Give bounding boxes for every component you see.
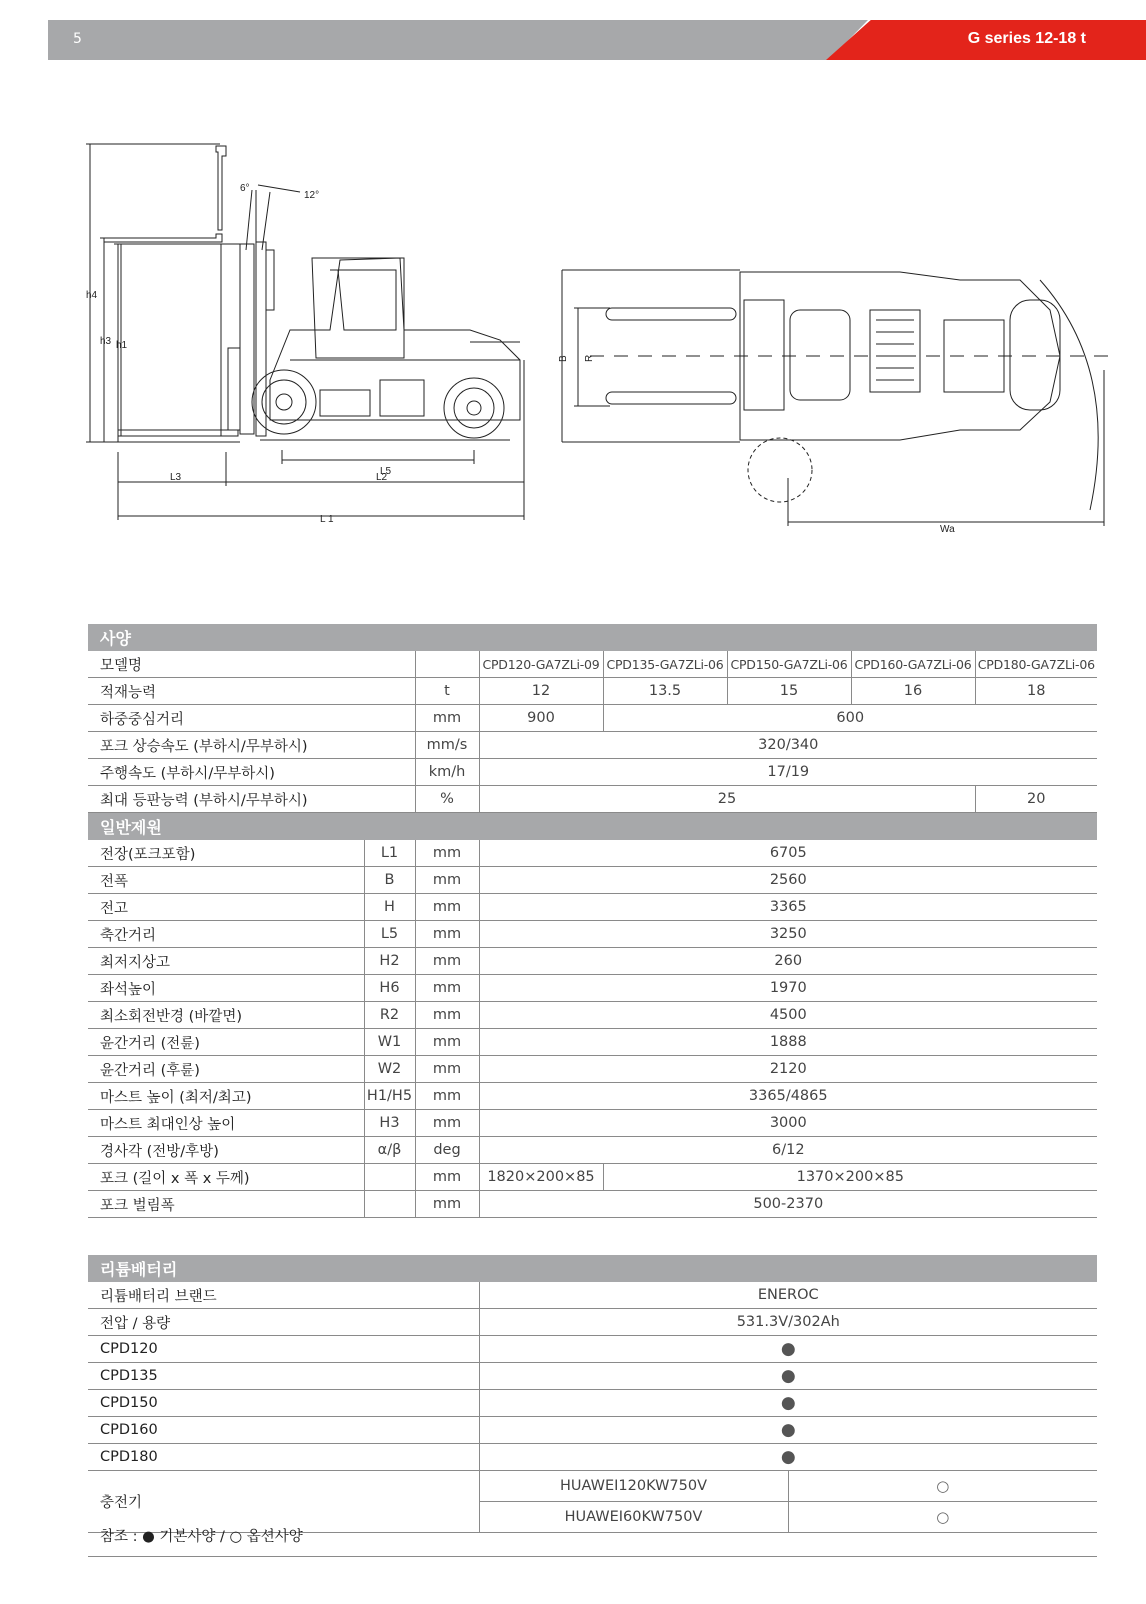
value-cell: 500-2370 <box>479 1191 1097 1218</box>
row-label: 리튬배터리 브랜드 <box>88 1282 479 1309</box>
table-row <box>88 651 1097 678</box>
unit-cell <box>415 651 479 678</box>
table-row <box>88 786 1097 813</box>
table-row <box>88 1191 1097 1218</box>
code-cell: H1/H5 <box>364 1083 415 1110</box>
unit-cell: mm <box>415 1056 479 1083</box>
value-cell: 20 <box>975 786 1097 813</box>
table-row <box>88 1083 1097 1110</box>
unit-cell: mm <box>415 894 479 921</box>
table-row <box>88 1002 1097 1029</box>
section-spec <box>88 624 1097 651</box>
value-cell: 320/340 <box>479 732 1097 759</box>
section-battery <box>88 1255 1097 1282</box>
value-cell: 1970 <box>479 975 1097 1002</box>
unit-cell: mm <box>415 705 479 732</box>
table-row <box>88 759 1097 786</box>
value-cell: 3365/4865 <box>479 1083 1097 1110</box>
row-label: 포크 벌림폭 <box>88 1191 364 1218</box>
legend-note: 참조 : ● 기본사양 / ○ 옵션사양 <box>100 1529 303 1545</box>
standard-mark: ● <box>479 1390 1097 1417</box>
header-grey-band <box>48 20 828 60</box>
row-label: 포크 (길이 x 폭 x 두께) <box>88 1164 364 1191</box>
value-cell: 6705 <box>479 840 1097 867</box>
unit-cell: mm <box>415 1002 479 1029</box>
code-cell: L1 <box>364 840 415 867</box>
table-row <box>88 1029 1097 1056</box>
table-row <box>88 705 1097 732</box>
section-title: 사양 <box>88 624 1097 651</box>
value-cell: 3365 <box>479 894 1097 921</box>
row-label: 축간거리 <box>88 921 364 948</box>
value-cell: 1370×200×85 <box>603 1164 1097 1191</box>
table-row <box>88 1417 1097 1444</box>
row-label: CPD135 <box>88 1363 479 1390</box>
row-label: 전장(포크포함) <box>88 840 364 867</box>
value-cell: 900 <box>479 705 603 732</box>
value-cell: 18 <box>975 678 1097 705</box>
row-label: 포크 상승속도 (부하시/무부하시) <box>88 732 415 759</box>
table-row <box>88 840 1097 867</box>
row-label: 최대 등판능력 (부하시/무부하시) <box>88 786 415 813</box>
standard-mark: ● <box>479 1363 1097 1390</box>
table-row <box>88 1390 1097 1417</box>
value-cell: 12 <box>479 678 603 705</box>
charger-name: HUAWEI120KW750V <box>479 1471 788 1502</box>
row-label: 충전기 <box>88 1471 479 1533</box>
value-cell: 1888 <box>479 1029 1097 1056</box>
value-cell: 25 <box>479 786 975 813</box>
table-row <box>88 1444 1097 1471</box>
table-row <box>88 1282 1097 1309</box>
forklift-dimension-drawing <box>0 130 1146 540</box>
row-label: CPD160 <box>88 1417 479 1444</box>
code-cell: H6 <box>364 975 415 1002</box>
row-label: 주행속도 (부하시/무부하시) <box>88 759 415 786</box>
value-cell: 531.3V/302Ah <box>479 1309 1097 1336</box>
label-l1: L 1 <box>320 514 334 525</box>
unit-cell: mm <box>415 840 479 867</box>
row-label: CPD150 <box>88 1390 479 1417</box>
label-b: B <box>558 355 569 362</box>
table-row <box>88 1363 1097 1390</box>
unit-cell: mm <box>415 867 479 894</box>
value-cell: 600 <box>603 705 1097 732</box>
row-label: 하중중심거리 <box>88 705 415 732</box>
row-label: 최소회전반경 (바깥면) <box>88 1002 364 1029</box>
label-wa: Wa <box>940 524 955 535</box>
value-cell: 1820×200×85 <box>479 1164 603 1191</box>
row-label: 전폭 <box>88 867 364 894</box>
label-l3: L3 <box>170 472 182 483</box>
code-cell: H3 <box>364 1110 415 1137</box>
label-l5: L5 <box>380 466 392 477</box>
row-label: 최저지상고 <box>88 948 364 975</box>
row-label: 좌석높이 <box>88 975 364 1002</box>
table-row <box>88 1309 1097 1336</box>
table-row <box>88 921 1097 948</box>
label-h1: h1 <box>116 340 128 351</box>
model-cell: CPD150-GA7ZLi-06 <box>727 651 851 678</box>
unit-cell: t <box>415 678 479 705</box>
row-label: 모델명 <box>88 651 415 678</box>
standard-mark: ● <box>479 1417 1097 1444</box>
unit-cell: deg <box>415 1137 479 1164</box>
code-cell <box>364 1191 415 1218</box>
value-cell: 4500 <box>479 1002 1097 1029</box>
label-r: R <box>584 354 595 362</box>
standard-mark: ● <box>479 1444 1097 1471</box>
code-cell: W1 <box>364 1029 415 1056</box>
table-row <box>88 732 1097 759</box>
label-h3: h3 <box>100 336 112 347</box>
spec-table <box>88 624 1097 1218</box>
label-angle-front: 6° <box>240 183 250 194</box>
model-cell: CPD135-GA7ZLi-06 <box>603 651 727 678</box>
unit-cell: mm/s <box>415 732 479 759</box>
table-row <box>88 1110 1097 1137</box>
charger-name: HUAWEI60KW750V <box>479 1502 788 1533</box>
table-row <box>88 1471 1097 1502</box>
value-cell: 17/19 <box>479 759 1097 786</box>
model-cell: CPD120-GA7ZLi-09 <box>479 651 603 678</box>
row-label: CPD180 <box>88 1444 479 1471</box>
unit-cell: % <box>415 786 479 813</box>
model-cell: CPD180-GA7ZLi-06 <box>975 651 1097 678</box>
label-angle-back: 12° <box>304 190 320 201</box>
row-label: CPD120 <box>88 1336 479 1363</box>
value-cell: 260 <box>479 948 1097 975</box>
value-cell: 16 <box>851 678 975 705</box>
unit-cell: mm <box>415 1191 479 1218</box>
unit-cell: mm <box>415 1029 479 1056</box>
code-cell <box>364 1164 415 1191</box>
table-row <box>88 975 1097 1002</box>
page-number: 5 <box>73 31 82 47</box>
battery-table <box>88 1255 1097 1533</box>
row-label: 윤간거리 (전륜) <box>88 1029 364 1056</box>
row-label: 마스트 최대인상 높이 <box>88 1110 364 1137</box>
value-cell: 15 <box>727 678 851 705</box>
unit-cell: mm <box>415 948 479 975</box>
divider <box>88 1556 1097 1557</box>
value-cell: 13.5 <box>603 678 727 705</box>
option-mark: ○ <box>788 1471 1097 1502</box>
unit-cell: mm <box>415 975 479 1002</box>
table-row <box>88 867 1097 894</box>
unit-cell: mm <box>415 921 479 948</box>
code-cell: R2 <box>364 1002 415 1029</box>
section-title: 일반제원 <box>88 813 1097 841</box>
unit-cell: mm <box>415 1164 479 1191</box>
series-title: G series 12-18 t <box>967 30 1086 47</box>
table-row <box>88 894 1097 921</box>
code-cell: H2 <box>364 948 415 975</box>
value-cell: 2120 <box>479 1056 1097 1083</box>
table-row <box>88 948 1097 975</box>
value-cell: ENEROC <box>479 1282 1097 1309</box>
option-mark: ○ <box>788 1502 1097 1533</box>
row-label: 적재능력 <box>88 678 415 705</box>
page-header <box>48 20 1146 60</box>
section-general <box>88 813 1097 841</box>
code-cell: α/β <box>364 1137 415 1164</box>
value-cell: 6/12 <box>479 1137 1097 1164</box>
value-cell: 3250 <box>479 921 1097 948</box>
model-cell: CPD160-GA7ZLi-06 <box>851 651 975 678</box>
table-row <box>88 1056 1097 1083</box>
table-row <box>88 1164 1097 1191</box>
label-h4: h4 <box>86 290 98 301</box>
value-cell: 3000 <box>479 1110 1097 1137</box>
row-label: 전압 / 용량 <box>88 1309 479 1336</box>
standard-mark: ● <box>479 1336 1097 1363</box>
code-cell: B <box>364 867 415 894</box>
table-row <box>88 1336 1097 1363</box>
code-cell: W2 <box>364 1056 415 1083</box>
row-label: 마스트 높이 (최저/최고) <box>88 1083 364 1110</box>
unit-cell: km/h <box>415 759 479 786</box>
code-cell: L5 <box>364 921 415 948</box>
row-label: 윤간거리 (후륜) <box>88 1056 364 1083</box>
unit-cell: mm <box>415 1083 479 1110</box>
row-label: 전고 <box>88 894 364 921</box>
code-cell: H <box>364 894 415 921</box>
table-row <box>88 678 1097 705</box>
value-cell: 2560 <box>479 867 1097 894</box>
row-label: 경사각 (전방/후방) <box>88 1137 364 1164</box>
table-row <box>88 1137 1097 1164</box>
unit-cell: mm <box>415 1110 479 1137</box>
label-l2: L2 <box>376 472 388 483</box>
section-title: 리튬배터리 <box>88 1255 1097 1282</box>
